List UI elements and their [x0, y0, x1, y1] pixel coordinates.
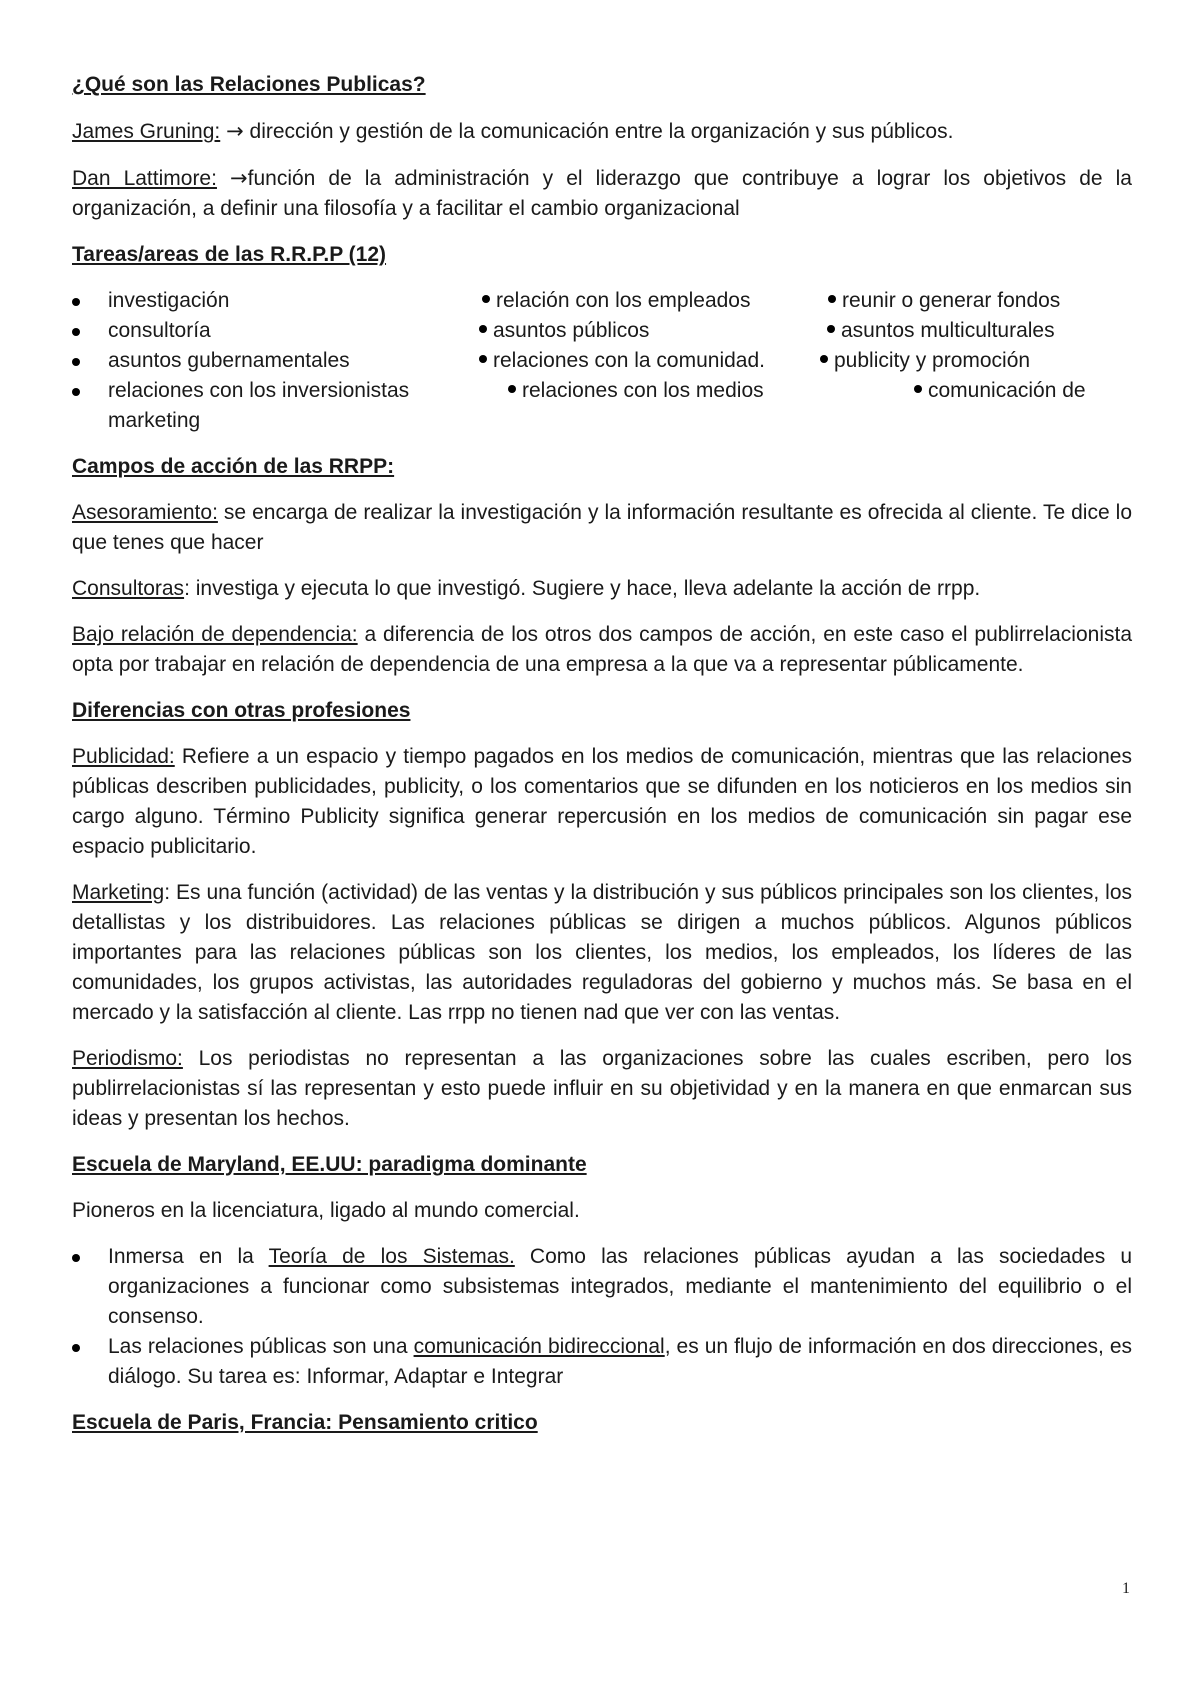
campo-dependencia	[72, 620, 1132, 680]
task-item: relaciones con los medios	[508, 376, 764, 406]
diferencia-marketing	[72, 878, 1132, 1028]
campo-consultoras	[72, 574, 1132, 604]
definition-lattimore	[72, 163, 1132, 224]
bullet-icon	[72, 388, 80, 396]
bullet-icon	[72, 328, 80, 336]
bullet-icon	[479, 325, 487, 333]
maryland-heading: Escuela de Maryland, EE.UU: paradigma dominante	[72, 1153, 587, 1176]
term-label: Publicidad:	[72, 745, 175, 768]
diferencia-publicidad	[72, 742, 1132, 862]
paris-heading: Escuela de Paris, Francia: Pensamiento critico	[72, 1411, 538, 1434]
bullet-icon	[72, 1344, 80, 1352]
campo-asesoramiento	[72, 498, 1132, 558]
bullet-icon	[828, 295, 836, 303]
underlined-term: Teoría de los Sistemas.	[268, 1245, 515, 1268]
main-title: ¿Qué son las Relaciones Publicas?	[72, 73, 426, 96]
document-content	[72, 70, 1132, 1454]
definition-gruning	[72, 116, 1132, 147]
task-item: relaciones con los inversionistas	[108, 376, 448, 406]
tasks-row	[72, 346, 1132, 376]
bullet-icon	[72, 298, 80, 306]
bullet-icon	[827, 325, 835, 333]
task-item: comunicación de	[914, 376, 1086, 406]
term-label: Consultoras	[72, 577, 185, 600]
task-item: relación con los empleados	[482, 286, 750, 316]
author-label: Dan Lattimore:	[72, 167, 217, 190]
task-item: publicity y promoción	[820, 346, 1030, 376]
tasks-list	[72, 286, 1132, 436]
underlined-term: comunicación bidireccional	[413, 1335, 665, 1358]
arrow-icon: →	[226, 119, 244, 143]
term-text: Refiere a un espacio y tiempo pagados en los medios de comunicación, mientras que las relaciones públicas describen publicidades, publicity, o los comentarios que se difunden en los noticieros en los medios sin cargo alguno. Término Publicity significa generar repercusión en los medios de comunicación sin pagar ese espacio publicitario.	[72, 745, 1132, 858]
term-text: : investiga y ejecuta lo que investigó. Sugiere y hace, lleva adelante la acción de rrpp.	[184, 577, 981, 600]
term-label: Asesoramiento:	[72, 501, 218, 524]
list-item: Las relaciones públicas son una comunicación bidireccional, es un flujo de información en dos direcciones, es diálogo. Su tarea es: Informar, Adaptar e Integrar	[72, 1332, 1132, 1392]
tasks-row	[72, 286, 1132, 316]
task-item: reunir o generar fondos	[828, 286, 1060, 316]
bullet-icon	[508, 385, 516, 393]
diferencias-heading: Diferencias con otras profesiones	[72, 699, 411, 722]
bullet-icon	[482, 295, 490, 303]
tasks-heading: Tareas/areas de las R.R.P.P (12)	[72, 243, 387, 266]
term-text: a diferencia de los otros dos campos de acción, en este caso el publirrelacionista opta por trabajar en relación de dependencia de una empresa a la que va a representar públicamente.	[72, 623, 1132, 676]
diferencia-periodismo	[72, 1044, 1132, 1134]
term-text: : Es una función (actividad) de las ventas y la distribución y sus públicos principales son los clientes, los detallistas y los distribuidores. Las relaciones públicas se dirigen a muchos públicos. Algunos públicos importantes para las relaciones públicas son los clientes, los medios, los empleados, los líderes de las comunidades, los grupos activistas, las autoridades reguladoras del gobierno y muchos más. Se basa en el mercado y la satisfacción al cliente. Las rrpp no tienen nad que ver con las ventas.	[72, 881, 1132, 1024]
term-text: se encarga de realizar la investigación y la información resultante es ofrecida al cliente. Te dice lo que tenes que hacer	[72, 501, 1132, 554]
task-item: consultoría	[108, 316, 211, 346]
arrow-icon: →	[230, 166, 248, 190]
tasks-row	[72, 316, 1132, 346]
maryland-bullets	[72, 1242, 1132, 1392]
task-item: relaciones con la comunidad.	[479, 346, 765, 376]
bullet-icon	[72, 1254, 80, 1262]
definition-text: función de la administración y el liderazgo que contribuye a lograr los objetivos de la organización, a definir una filosofía y a facilitar el cambio organizacional	[72, 167, 1132, 220]
page-number: 1	[1122, 1580, 1130, 1597]
term-label: Marketing	[72, 881, 165, 904]
list-item: Inmersa en la Teoría de los Sistemas. Como las relaciones públicas ayudan a las sociedades u organizaciones a funcionar como subsistemas integrados, mediante el mantenimiento del equilibrio o el consenso.	[72, 1242, 1132, 1332]
bullet-icon	[479, 355, 487, 363]
bullet-icon	[914, 385, 922, 393]
author-label: James Gruning:	[72, 120, 221, 143]
task-item: asuntos multiculturales	[827, 316, 1055, 346]
maryland-intro: Pioneros en la licenciatura, ligado al mundo comercial.	[72, 1199, 580, 1222]
bullet-icon	[820, 355, 828, 363]
tasks-row	[72, 376, 1132, 436]
term-label: Periodismo:	[72, 1047, 183, 1070]
term-label: Bajo relación de dependencia:	[72, 623, 358, 646]
task-item: asuntos gubernamentales	[108, 346, 350, 376]
campos-heading: Campos de acción de las RRPP:	[72, 455, 395, 478]
task-item: investigación	[108, 286, 229, 316]
term-text: Los periodistas no representan a las organizaciones sobre las cuales escriben, pero los publirrelacionistas sí las representan y esto puede influir en su objetividad y en la manera en que enmarcan sus ideas y presentan los hechos.	[72, 1047, 1132, 1130]
bullet-icon	[72, 358, 80, 366]
task-continuation: marketing	[108, 409, 201, 432]
task-item: asuntos públicos	[479, 316, 649, 346]
definition-text: dirección y gestión de la comunicación entre la organización y sus públicos.	[243, 120, 954, 143]
